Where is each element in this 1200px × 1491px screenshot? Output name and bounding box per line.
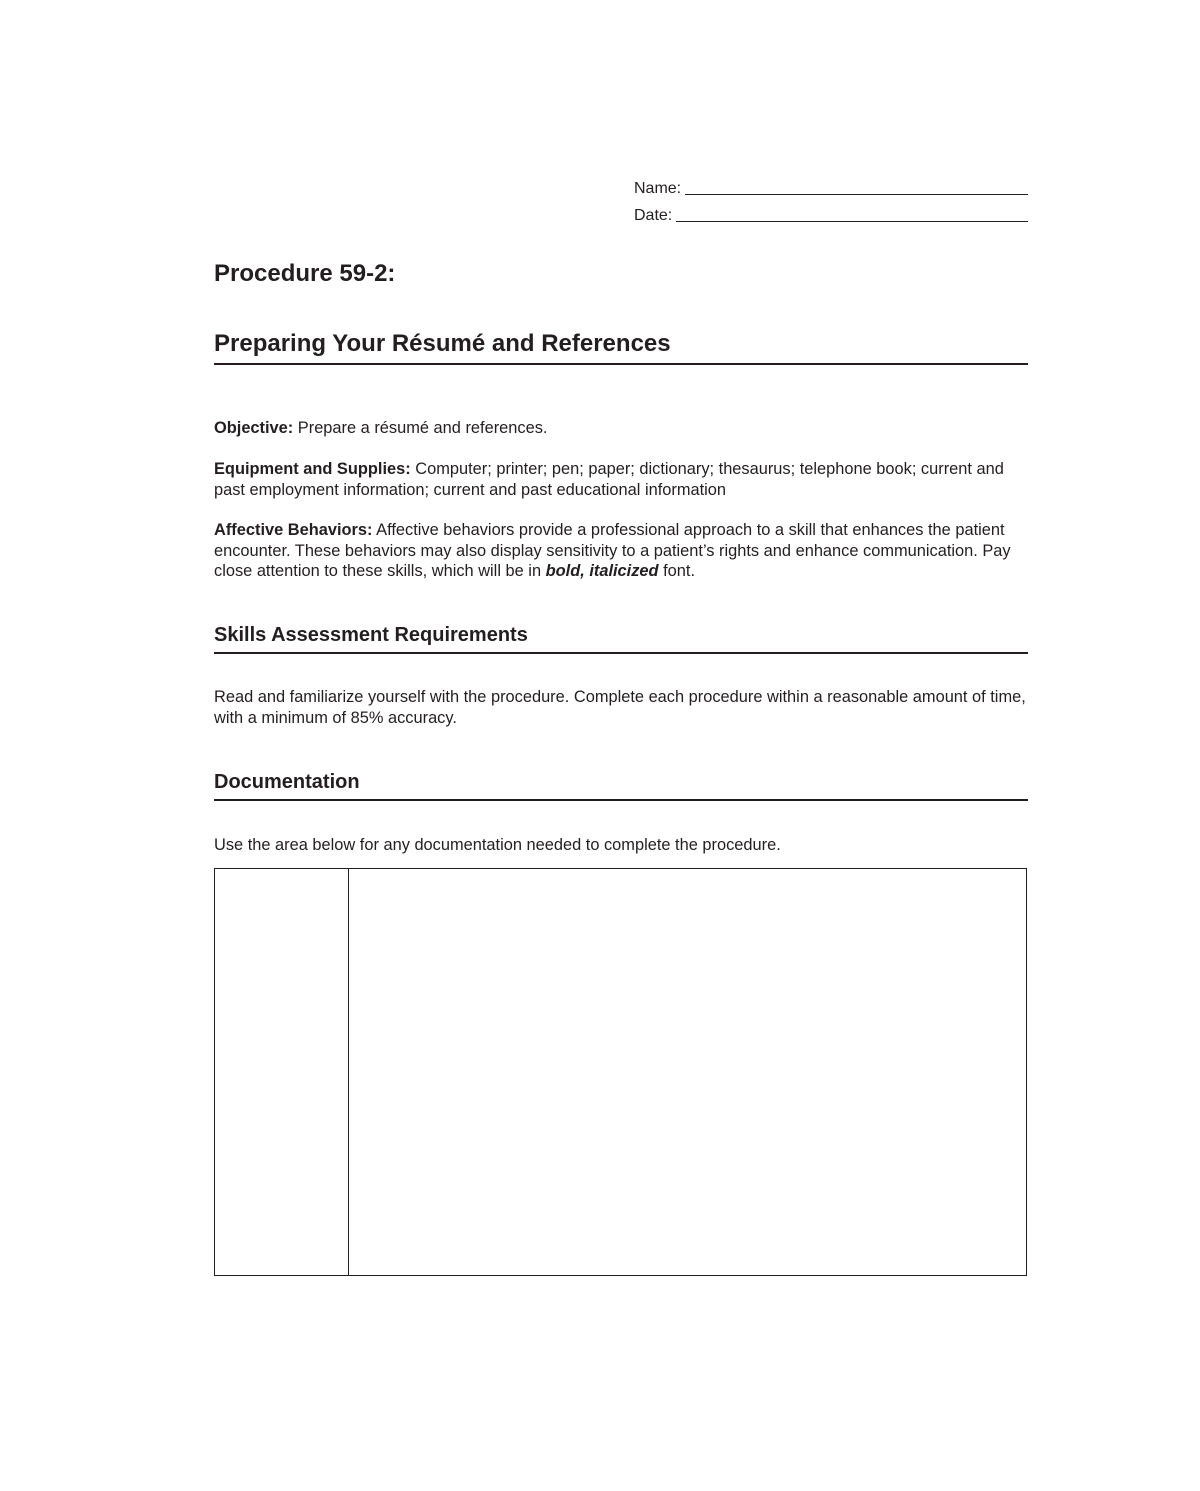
skills-heading: Skills Assessment Requirements bbox=[214, 622, 1028, 654]
affective-emphasis: bold, italicized bbox=[545, 562, 659, 580]
affective-text: Affective behaviors provide a professional approach to a skill that enhances the patient encounter. These behaviors may also display sensitivity to a patient’s rights and enhance communication. Pay close attention to these skills, which will be in bbox=[214, 521, 1011, 580]
date-line[interactable] bbox=[676, 206, 1028, 222]
documentation-heading: Documentation bbox=[214, 769, 1028, 801]
documentation-box bbox=[214, 868, 1027, 1276]
objective-text: Prepare a résumé and references. bbox=[293, 419, 548, 437]
name-line[interactable] bbox=[685, 179, 1028, 195]
objective-label: Objective: bbox=[214, 419, 294, 437]
equipment-label: Equipment and Supplies: bbox=[214, 460, 411, 478]
documentation-text: Use the area below for any documentation needed to complete the procedure. bbox=[214, 836, 781, 854]
procedure-number: Procedure 59-2: bbox=[214, 260, 396, 287]
procedure-title: Preparing Your Résumé and References bbox=[214, 329, 1028, 365]
affective-text-end: font. bbox=[658, 562, 696, 580]
name-field[interactable] bbox=[634, 179, 1028, 199]
objective-paragraph bbox=[214, 418, 1034, 439]
date-field[interactable] bbox=[634, 206, 1028, 226]
documentation-date-column[interactable] bbox=[215, 869, 349, 1275]
name-label: Name: bbox=[634, 180, 682, 197]
date-label: Date: bbox=[634, 207, 673, 224]
affective-label: Affective Behaviors: bbox=[214, 521, 373, 539]
equipment-paragraph bbox=[214, 459, 1034, 500]
affective-paragraph bbox=[214, 520, 1034, 582]
equipment-text: Computer; printer; pen; paper; dictionary; thesaurus; telephone book; current and past employment information; current and past educational information bbox=[214, 460, 1004, 499]
documentation-notes-column[interactable] bbox=[349, 869, 1026, 1275]
skills-text: Read and familiarize yourself with the procedure. Complete each procedure within a reasonable amount of time, with a minimum of 85% accuracy. bbox=[214, 688, 1026, 727]
